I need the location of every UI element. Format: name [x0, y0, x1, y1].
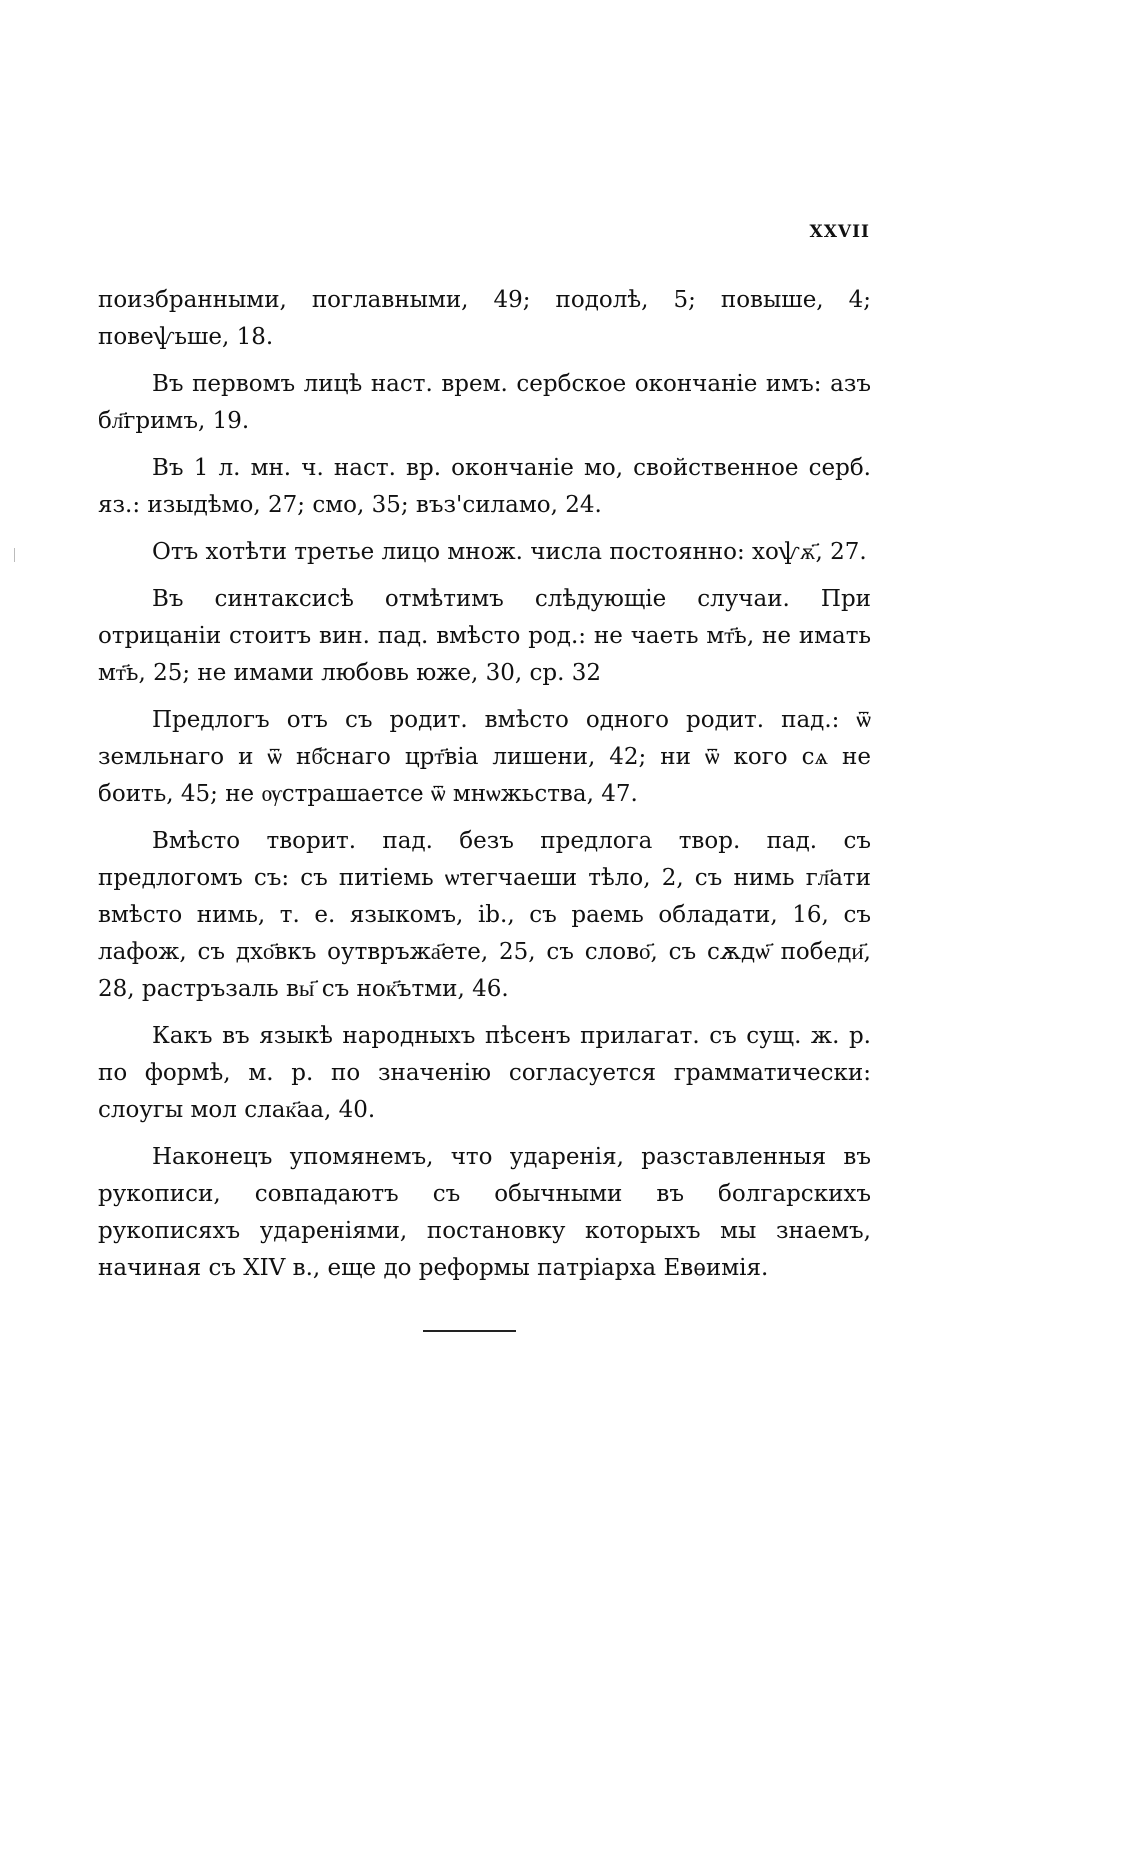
paragraph-5: Въ синтаксисѣ отмѣтимъ слѣдующіе случаи. При отрицаніи стоитъ вин. пад. вмѣсто род.: не чаеть мт҃ь, не имать мт҃ь, 25; не имами любовь юже, 30, ср. 32 [98, 586, 871, 686]
paragraph-2: Въ первомъ лицѣ наст. врем. сербское окончаніе имъ: азъ бл҃гримъ, 19. [98, 371, 871, 434]
page-number: XXVII [809, 222, 870, 242]
paragraph-7: Вмѣсто творит. пад. безъ предлога твор. пад. съ предлогомъ съ: съ питіемь ѡтегчаеши тѣло, 2, съ нимь гл҃ати вмѣсто нимь, т. е. языкомъ, ib., съ раемь обладати, 16, съ лафож, съ дхо҃вкъ оутвръжа҃ете, 25, съ слово҃, съ сѫдѡ҃ победи҃, 28, растръзаль вы҃ съ нок҃ътми, 46. [98, 828, 871, 1002]
paragraph-3: Въ 1 л. мн. ч. наст. вр. окончаніе мо, свойственное серб. яз.: изыдѣмо, 27; смо, 35; въз'силамо, 24. [98, 455, 871, 518]
paragraph-4: Отъ хотѣти третье лицо множ. числа постоянно: хоѱѫ҃, 27. [152, 539, 867, 565]
paragraph-1: поизбранными, поглавными, 49; подолѣ, 5; повыше, 4; повеѱьше, 18. [98, 287, 871, 350]
scan-speck [14, 548, 15, 562]
paragraph-8: Какъ въ языкѣ народныхъ пѣсенъ прилагат. съ сущ. ж. р. по формѣ, м. р. по значенію согласуется грамматически: слоугы мол слак҃аа, 40. [98, 1023, 871, 1123]
paragraph-9: Наконецъ упомянемъ, что ударенія, разставленныя въ рукописи, совпадаютъ съ обычными въ болгарскихъ рукописяхъ удареніями, постановку которыхъ мы знаемъ, начиная съ XIV в., еще до реформы патріарха Евѳимія. [98, 1144, 871, 1281]
page-body [98, 282, 871, 1297]
section-end-rule [423, 1330, 516, 1332]
paragraph-6: Предлогъ отъ съ родит. вмѣсто одного родит. пад.: ѿ земльнаго и ѿ нб҃снаго црт҃віа лишени, 42; ни ѿ кого сѧ не боить, 45; не ѹстрашаетсе ѿ мнѡжьства, 47. [98, 707, 871, 807]
